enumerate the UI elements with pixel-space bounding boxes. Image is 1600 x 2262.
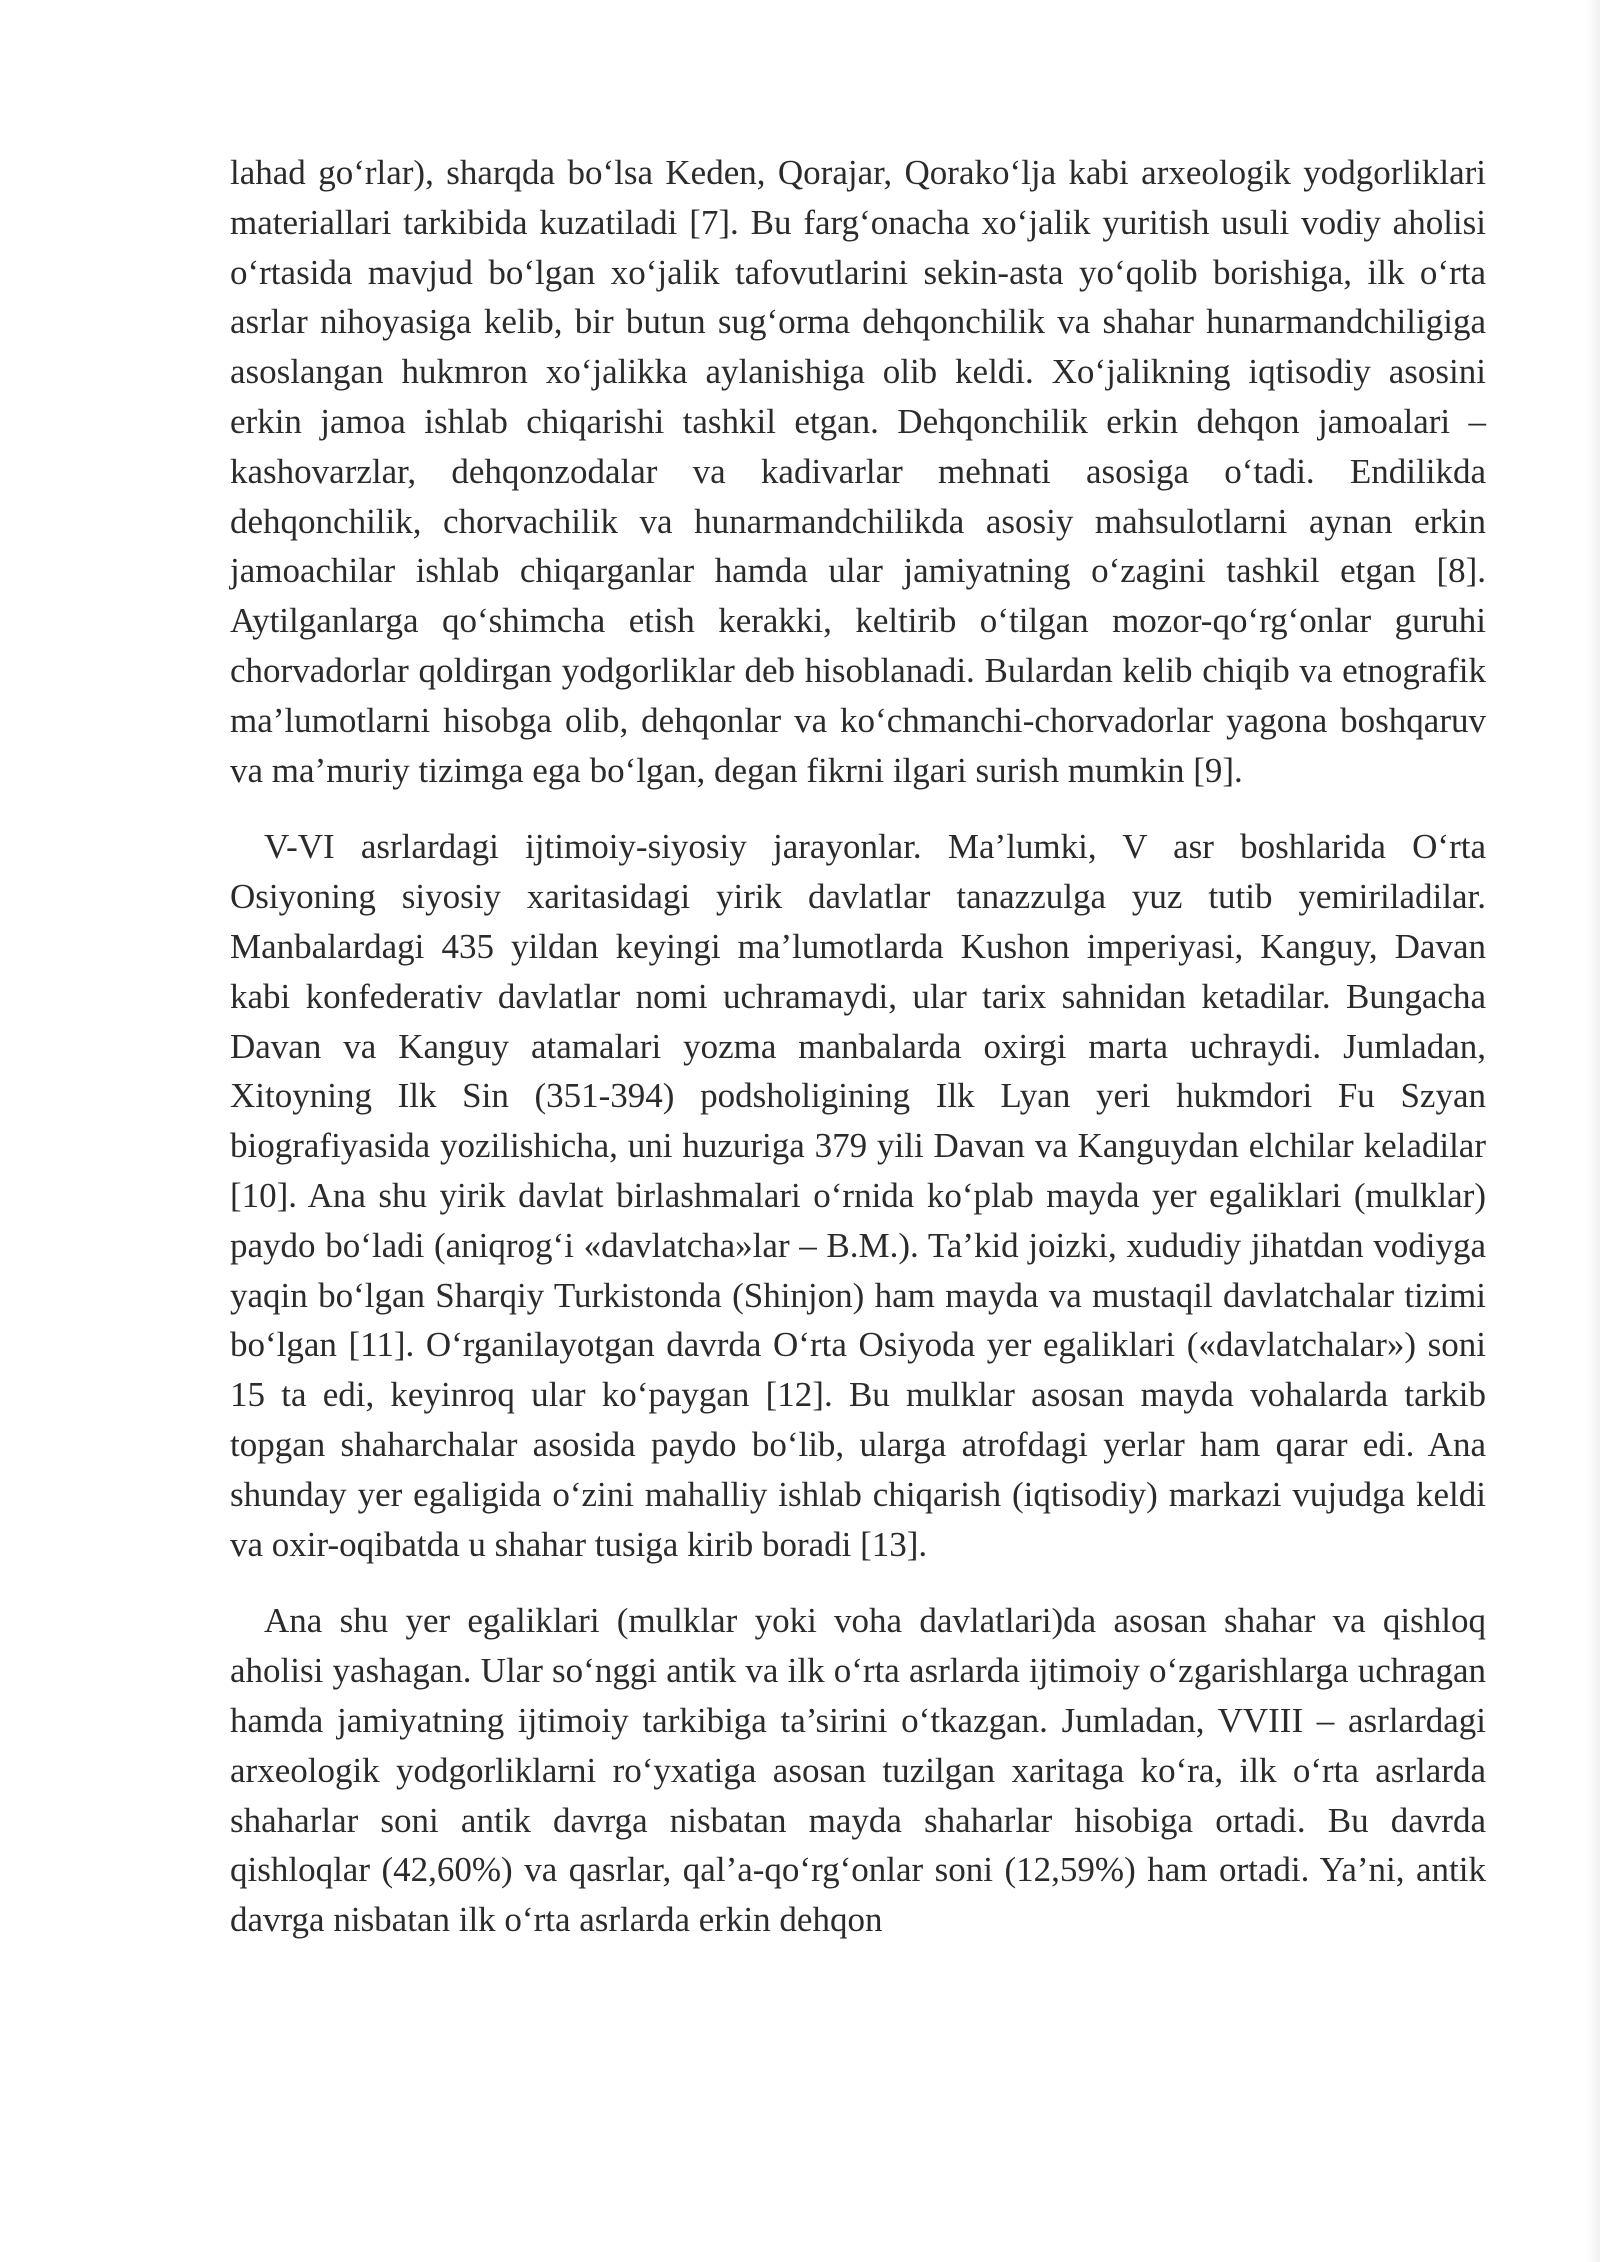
paragraph-1: lahad go‘rlar), sharqda bo‘lsa Keden, Qorajar, Qorako‘lja kabi arxeologik yodgorliklari materiallari tarkibida kuzatiladi [7]. Bu farg‘onacha xo‘jalik yuritish usuli vodiy aholisi o‘rtasida mavjud bo‘lgan xo‘jalik tafovutlarini sekin-asta yo‘qolib borishiga, ilk o‘rta asrlar nihoyasiga kelib, bir butun sug‘orma dehqonchilik va shahar hunarmandchiligiga asoslangan hukmron xo‘jalikka aylanishiga olib keldi. Xo‘jalikning iqtisodiy asosini erkin jamoa ishlab chiqarishi tashkil etgan. Dehqonchilik erkin dehqon jamoalari – kashovarzlar, dehqonzodalar va kadivarlar mehnati asosiga o‘tadi. Endilikda dehqonchilik, chorvachilik va hunarmandchilikda asosiy mahsulotlarni aynan erkin jamoachilar ishlab chiqarganlar hamda ular jamiyatning o‘zagini tashkil etgan [8]. Aytilganlarga qo‘shimcha etish kerakki, keltirib o‘tilgan mozor-qo‘rg‘onlar guruhi chorvadorlar qoldirgan yodgorliklar deb hisoblanadi. Bulardan kelib chiqib va etnografik ma’lumotlarni hisobga olib, dehqonlar va ko‘chmanchi-chorvadorlar yagona boshqaruv va ma’muriy tizimga ega bo‘lgan, degan fikrni ilgari surish mumkin [9].	[230, 153, 1486, 790]
body-text	[230, 148, 1486, 1945]
paragraph-2: V-VI asrlardagi ijtimoiy-siyosiy jarayonlar. Ma’lumki, V asr boshlarida O‘rta Osiyoning siyosiy xaritasidagi yirik davlatlar tanazzulga yuz tutib yemiriladilar. Manbalardagi 435 yildan keyingi ma’lumotlarda Kushon imperiyasi, Kanguy, Davan kabi konfederativ davlatlar nomi uchramaydi, ular tarix sahnidan ketadilar. Bungacha Davan va Kanguy atamalari yozma manbalarda oxirgi marta uchraydi. Jumladan, Xitoyning Ilk Sin (351-394) podsholigining Ilk Lyan yeri hukmdori Fu Szyan biografiyasida yozilishicha, uni huzuriga 379 yili Davan va Kanguydan elchilar keladilar [10]. Ana shu yirik davlat birlashmalari o‘rnida ko‘plab mayda yer egaliklari (mulklar) paydo bo‘ladi (aniqrog‘i «davlatcha»lar – B.M.). Ta’kid joizki, xududiy jihatdan vodiyga yaqin bo‘lgan Sharqiy Turkistonda (Shinjon) ham mayda va mustaqil davlatchalar tizimi bo‘lgan [11]. O‘rganilayotgan davrda O‘rta Osiyoda yer egaliklari («davlatchalar») soni 15 ta edi, keyinroq ular ko‘paygan [12]. Bu mulklar asosan mayda vohalarda tarkib topgan shaharchalar asosida paydo bo‘lib, ularga atrofdagi yerlar ham qarar edi. Ana shunday yer egaligida o‘zini mahalliy ishlab chiqarish (iqtisodiy) markazi vujudga keldi va oxir-oqibatda u shahar tusiga kirib boradi [13].	[230, 827, 1486, 1564]
paragraph-3: Ana shu yer egaliklari (mulklar yoki voha davlatlari)da asosan shahar va qishloq aholisi yashagan. Ular so‘nggi antik va ilk o‘rta asrlarda ijtimoiy o‘zgarishlarga uchragan hamda jamiyatning ijtimoiy tarkibiga ta’sirini o‘tkazgan. Jumladan, VVIII – asrlardagi arxeologik yodgorliklarni ro‘yxatiga asosan tuzilgan xaritaga ko‘ra, ilk o‘rta asrlarda shaharlar soni antik davrga nisbatan mayda shaharlar hisobiga ortadi. Bu davrda qishloqlar (42,60%) va qasrlar, qal’a-qo‘rg‘onlar soni (12,59%) ham ortadi. Ya’ni, antik davrga nisbatan ilk o‘rta asrlarda erkin dehqon	[230, 1601, 1486, 1940]
page-edge-shadow	[1586, 0, 1600, 2262]
